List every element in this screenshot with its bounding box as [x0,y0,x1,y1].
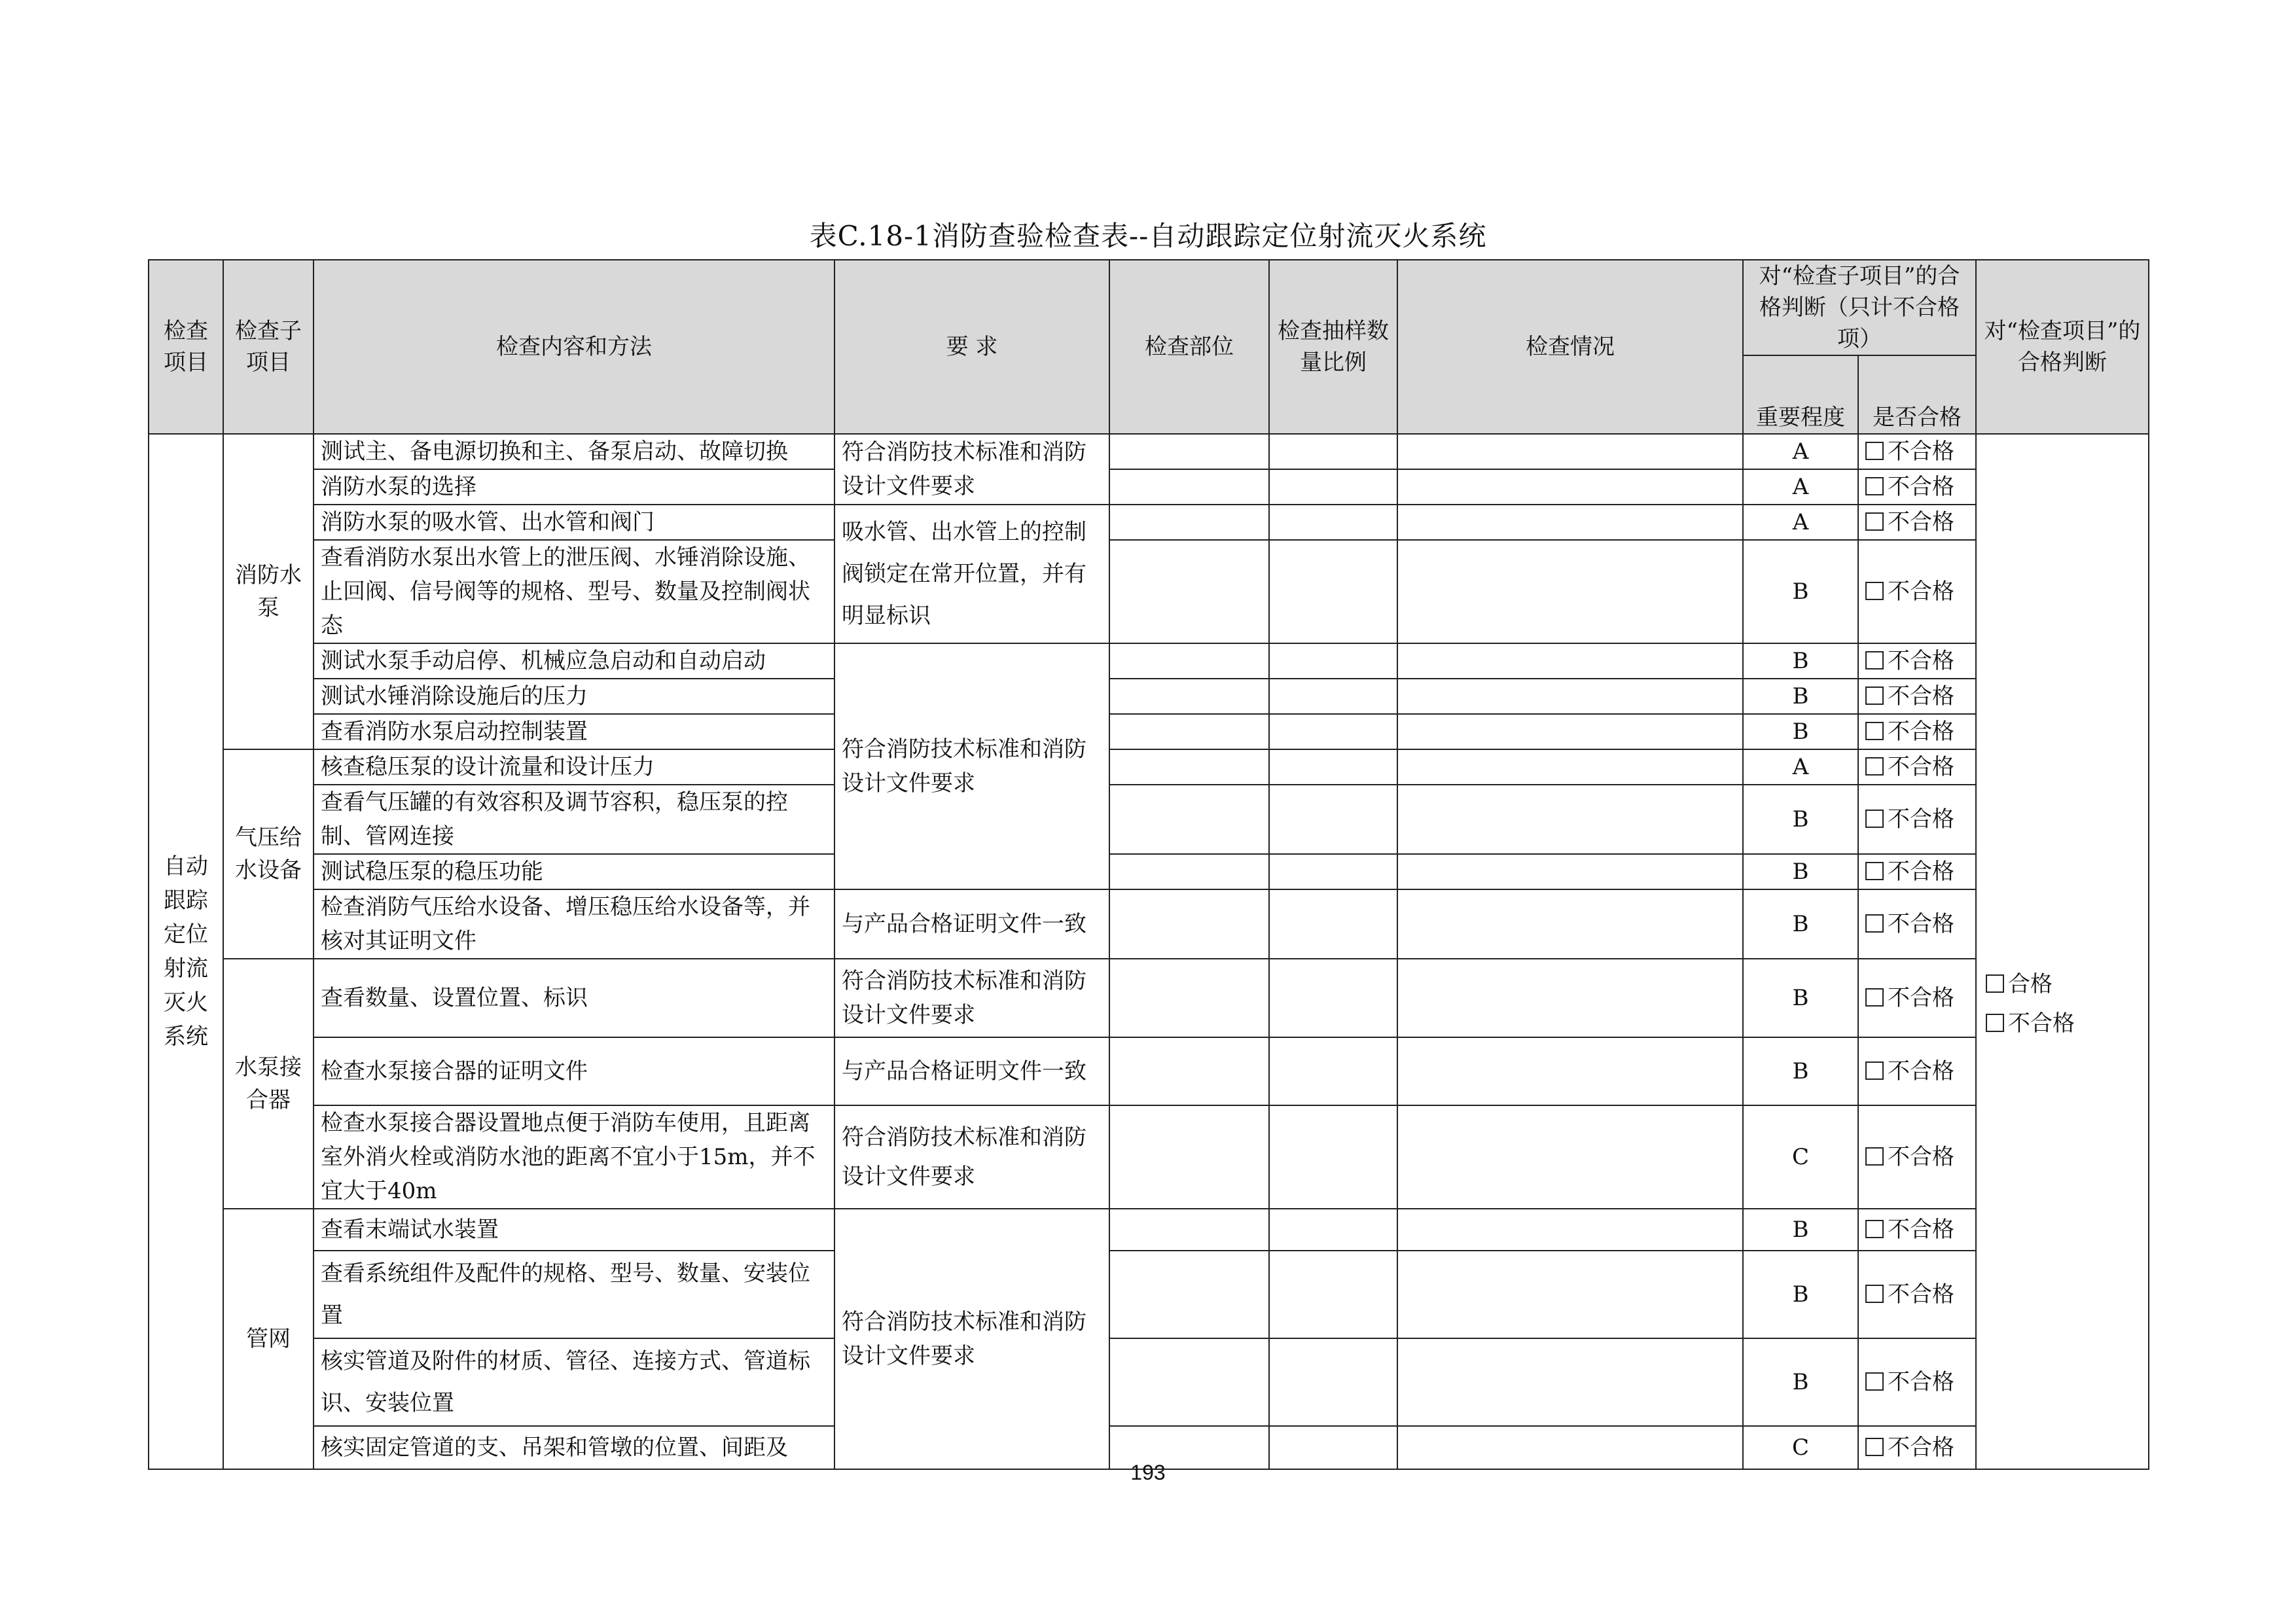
requirement-cell: 与产品合格证明文件一致 [834,889,1109,959]
situation-cell[interactable] [1397,889,1743,959]
location-cell[interactable] [1109,434,1269,469]
checkbox-icon[interactable] [1986,974,2004,993]
situation-cell[interactable] [1397,643,1743,679]
item-name-cell [149,434,223,1469]
checkbox-icon[interactable] [1865,442,1884,460]
checkbox-icon[interactable] [1865,914,1884,933]
table-title: 表C.18-1消防查验检查表--自动跟踪定位射流灭火系统 [809,220,1487,252]
header-sub-judgement: 对“检查子项目”的合格判断（只计不合格项） [1743,260,1976,355]
sample-cell[interactable] [1269,1105,1397,1209]
final-judgement-cell [1976,434,2149,1469]
location-cell[interactable] [1109,854,1269,889]
checkbox-icon[interactable] [1865,1220,1884,1238]
situation-cell[interactable] [1397,434,1743,469]
checkbox-icon[interactable] [1865,1438,1884,1456]
requirement-cell: 符合消防技术标准和消防设计文件要求 [834,1209,1109,1469]
location-cell[interactable] [1109,1105,1269,1209]
header-location: 检查部位 [1109,260,1269,434]
location-cell[interactable] [1109,1338,1269,1426]
sample-cell[interactable] [1269,714,1397,749]
header-sample: 检查抽样数量比例 [1269,260,1397,434]
sample-cell[interactable] [1269,1209,1397,1251]
sample-cell[interactable] [1269,1251,1397,1338]
sample-cell[interactable] [1269,889,1397,959]
requirement-cell: 符合消防技术标准和消防设计文件要求 [834,959,1109,1037]
table-row: 测试主、备电源切换和主、备泵启动、故障切换 [314,434,834,469]
qualified-cell[interactable]: 不合格 [1858,854,1976,889]
situation-cell[interactable] [1397,1338,1743,1426]
importance-cell: B [1743,1037,1858,1105]
location-cell[interactable] [1109,540,1269,643]
table-row: 检查水泵接合器设置地点便于消防车使用，且距离室外消火栓或消防水池的距离不宜小于15m，并不宜大于40m [314,1105,834,1209]
qualified-cell[interactable]: 不合格 [1858,1251,1976,1338]
header-content: 检查内容和方法 [314,260,834,434]
situation-cell[interactable] [1397,505,1743,540]
checkbox-icon[interactable] [1865,757,1884,776]
table-row: 核实管道及附件的材质、管径、连接方式、管道标识、安装位置 [314,1338,834,1426]
item-name: 自动跟踪定位射流灭火系统 [164,853,208,1050]
page-number: 193 [1130,1461,1166,1484]
checkbox-icon[interactable] [1865,722,1884,740]
checkbox-icon[interactable] [1865,988,1884,1007]
situation-cell[interactable] [1397,1105,1743,1209]
table-row: 测试稳压泵的稳压功能 [314,854,834,889]
sample-cell[interactable] [1269,540,1397,643]
header-subitem: 检查子项目 [223,260,314,434]
table-row: 查看消防水泵出水管上的泄压阀、水锤消除设施、止回阀、信号阀等的规格、型号、数量及控制阀状态 [314,540,834,643]
qualified-cell[interactable]: 不合格 [1858,1105,1976,1209]
importance-cell: B [1743,889,1858,959]
header-qualified: 是否合格 [1858,355,1976,434]
importance-cell: B [1743,785,1858,854]
location-cell[interactable] [1109,1037,1269,1105]
location-cell[interactable] [1109,1209,1269,1251]
qualified-cell[interactable]: 不合格 [1858,505,1976,540]
importance-cell: A [1743,434,1858,469]
location-cell[interactable] [1109,785,1269,854]
situation-cell[interactable] [1397,469,1743,505]
situation-cell[interactable] [1397,1209,1743,1251]
situation-cell[interactable] [1397,785,1743,854]
table-row: 测试水泵手动启停、机械应急启动和自动启动 [314,643,834,679]
qualified-cell[interactable]: 不合格 [1858,679,1976,714]
situation-cell[interactable] [1397,959,1743,1037]
qualified-cell[interactable]: 不合格 [1858,889,1976,959]
qualified-cell[interactable]: 不合格 [1858,714,1976,749]
location-cell[interactable] [1109,643,1269,679]
situation-cell[interactable] [1397,714,1743,749]
situation-cell[interactable] [1397,1037,1743,1105]
importance-cell: B [1743,959,1858,1037]
importance-cell: A [1743,469,1858,505]
qualified-cell[interactable]: 不合格 [1858,1209,1976,1251]
importance-cell: B [1743,540,1858,643]
location-cell[interactable] [1109,959,1269,1037]
location-cell[interactable] [1109,679,1269,714]
final-fail: 不合格 [2008,1010,2075,1037]
header-item: 检查项目 [149,260,223,434]
importance-cell: C [1743,1105,1858,1209]
location-cell[interactable] [1109,1251,1269,1338]
sample-cell[interactable] [1269,505,1397,540]
checkbox-icon[interactable] [1865,512,1884,531]
checkbox-icon[interactable] [1865,582,1884,600]
final-pass: 合格 [2008,971,2053,997]
qualified-cell[interactable]: 不合格 [1858,1037,1976,1105]
subitem-pump: 消防水泵 [223,434,314,749]
qualified-cell[interactable]: 不合格 [1858,749,1976,785]
requirement-cell: 符合消防技术标准和消防设计文件要求 [834,1105,1109,1209]
table-row: 核实固定管道的支、吊架和管墩的位置、间距及 [314,1426,834,1469]
checkbox-icon[interactable] [1865,1285,1884,1303]
sample-cell[interactable] [1269,679,1397,714]
sample-cell[interactable] [1269,785,1397,854]
sample-cell[interactable] [1269,1037,1397,1105]
table-row: 测试水锤消除设施后的压力 [314,679,834,714]
situation-cell[interactable] [1397,854,1743,889]
importance-cell: B [1743,1338,1858,1426]
header-item-judgement: 对“检查项目”的合格判断 [1976,260,2149,434]
table-row: 查看数量、设置位置、标识 [314,959,834,1037]
table-row: 检查消防气压给水设备、增压稳压给水设备等，并核对其证明文件 [314,889,834,959]
subitem-pipe: 管网 [223,1209,314,1469]
qualified-cell[interactable]: 不合格 [1858,540,1976,643]
table-row: 查看气压罐的有效容积及调节容积，稳压泵的控制、管网连接 [314,785,834,854]
sample-cell[interactable] [1269,749,1397,785]
checkbox-icon[interactable] [1865,1372,1884,1391]
inspection-table [148,259,2149,1470]
location-cell[interactable] [1109,714,1269,749]
table-row: 查看系统组件及配件的规格、型号、数量、安装位置 [314,1251,834,1338]
requirement-cell: 吸水管、出水管上的控制阀锁定在常开位置，并有明显标识 [834,505,1109,643]
situation-cell[interactable] [1397,679,1743,714]
qualified-cell[interactable]: 不合格 [1858,469,1976,505]
qualified-cell[interactable]: 不合格 [1858,1338,1976,1426]
qualified-cell[interactable]: 不合格 [1858,959,1976,1037]
qualified-cell[interactable]: 不合格 [1858,643,1976,679]
sample-cell[interactable] [1269,643,1397,679]
checkbox-icon[interactable] [1865,687,1884,705]
requirement-cell: 符合消防技术标准和消防设计文件要求 [834,643,1109,889]
importance-cell: B [1743,679,1858,714]
checkbox-icon[interactable] [1865,651,1884,669]
importance-cell: B [1743,714,1858,749]
importance-cell: B [1743,854,1858,889]
importance-cell: C [1743,1426,1858,1469]
situation-cell[interactable] [1397,749,1743,785]
header-importance: 重要程度 [1743,355,1858,434]
importance-cell: A [1743,749,1858,785]
checkbox-icon[interactable] [1986,1014,2004,1032]
checkbox-icon[interactable] [1865,862,1884,880]
importance-cell: B [1743,1209,1858,1251]
sample-cell[interactable] [1269,469,1397,505]
subitem-adapter: 水泵接合器 [223,959,314,1209]
sample-cell[interactable] [1269,959,1397,1037]
location-cell[interactable] [1109,505,1269,540]
qualified-cell[interactable]: 不合格 [1858,1426,1976,1469]
table-row: 查看消防水泵启动控制装置 [314,714,834,749]
importance-cell: B [1743,1251,1858,1338]
checkbox-icon[interactable] [1865,477,1884,495]
table-row: 消防水泵的吸水管、出水管和阀门 [314,505,834,540]
situation-cell[interactable] [1397,1251,1743,1338]
header-requirement: 要 求 [834,260,1109,434]
location-cell[interactable] [1109,749,1269,785]
location-cell[interactable] [1109,889,1269,959]
checkbox-icon[interactable] [1865,810,1884,828]
sample-cell[interactable] [1269,854,1397,889]
table-row: 检查水泵接合器的证明文件 [314,1037,834,1105]
checkbox-icon[interactable] [1865,1147,1884,1166]
requirement-cell: 与产品合格证明文件一致 [834,1037,1109,1105]
situation-cell[interactable] [1397,540,1743,643]
sample-cell[interactable] [1269,434,1397,469]
checkbox-icon[interactable] [1865,1061,1884,1080]
table-row: 消防水泵的选择 [314,469,834,505]
table-row: 查看末端试水装置 [314,1209,834,1251]
table-row: 核查稳压泵的设计流量和设计压力 [314,749,834,785]
location-cell[interactable] [1109,469,1269,505]
importance-cell: A [1743,505,1858,540]
requirement-cell: 符合消防技术标准和消防设计文件要求 [834,434,1109,505]
qualified-cell[interactable]: 不合格 [1858,785,1976,854]
header-situation: 检查情况 [1397,260,1743,434]
subitem-pressure: 气压给水设备 [223,749,314,959]
importance-cell: B [1743,643,1858,679]
sample-cell[interactable] [1269,1338,1397,1426]
qualified-cell[interactable]: 不合格 [1858,434,1976,469]
